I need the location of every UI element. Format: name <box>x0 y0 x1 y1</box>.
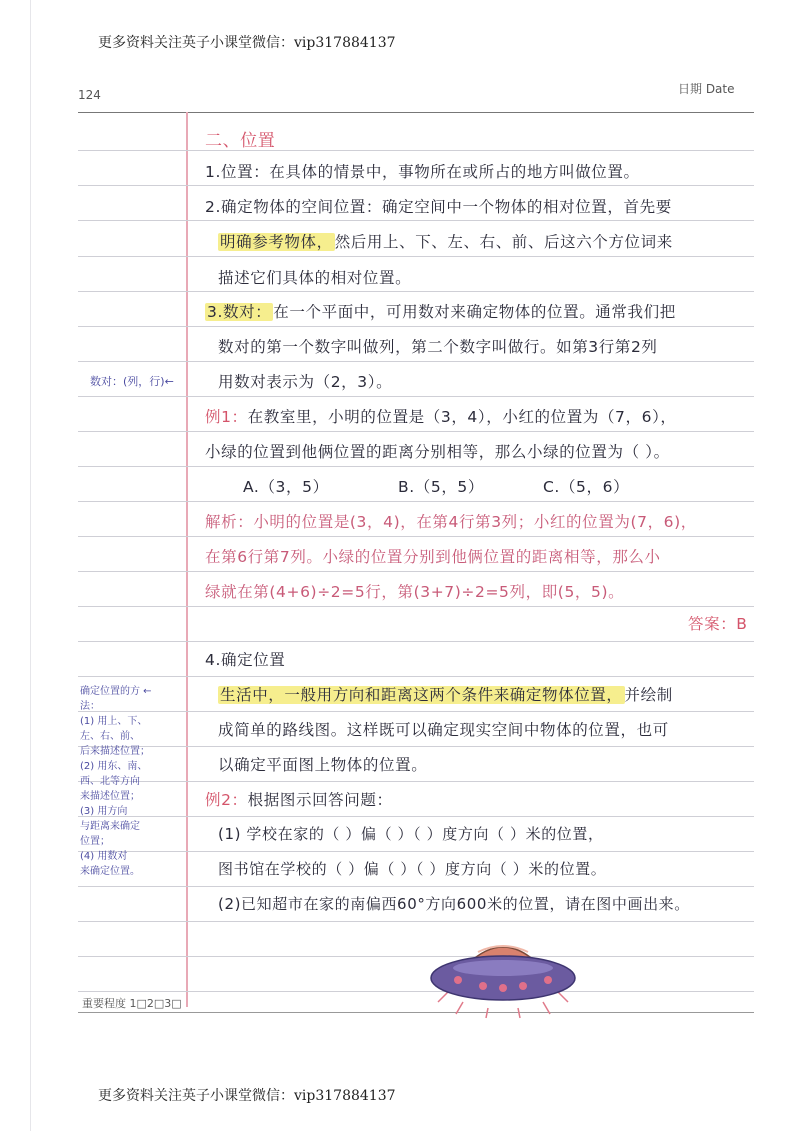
ruled-line <box>78 956 754 957</box>
item4-line1 <box>218 683 673 705</box>
side-note-methods-1: 确定位置的方 ← <box>80 686 152 697</box>
example1-option-a: A.（3，5） <box>243 478 329 496</box>
item2-line3: 描述它们具体的相对位置。 <box>218 269 412 287</box>
importance-rating: 重要程度 1□2□3□ <box>82 997 182 1010</box>
margin-line <box>186 112 188 1007</box>
date-label: 日期 Date <box>678 82 735 96</box>
side-note-methods-12: (4) 用数对 <box>80 851 128 862</box>
side-note-methods-2: 法： <box>80 701 100 712</box>
item2-line2-rest: 然后用上、下、左、右、前、后这六个方位词来 <box>334 233 673 251</box>
ruled-line <box>78 185 754 186</box>
ruled-line <box>78 781 754 782</box>
ruled-line <box>78 256 754 257</box>
example1-option-c: C.（5，6） <box>543 478 630 496</box>
ruled-line <box>78 746 754 747</box>
side-note-methods-6: (2) 用东、南、 <box>80 761 148 772</box>
side-note-pair: 数对：(列，行)← <box>90 375 174 388</box>
item2-line2 <box>218 230 673 252</box>
item4-highlight: 生活中，一般用方向和距离这两个条件来确定物体位置， <box>220 686 623 704</box>
ruled-line <box>78 501 754 502</box>
item3-label: 3.数对： <box>207 303 272 321</box>
example1-label: 例1： <box>205 408 248 426</box>
item3-line2: 数对的第一个数字叫做列，第二个数字叫做行。如第3行第2列 <box>218 338 658 356</box>
watermark-bottom: 更多资料关注英子小课堂微信：vip317884137 <box>98 1088 396 1104</box>
item2-highlight: 明确参考物体， <box>220 233 333 251</box>
side-note-methods-7: 西、北等方向 <box>80 776 140 787</box>
ruled-line <box>78 886 754 887</box>
footer-rule <box>78 1012 754 1013</box>
example2-q1-line2: 图书馆在学校的（ ）偏（ ）（ ）度方向（ ）米的位置。 <box>218 860 607 878</box>
header-rule <box>78 112 754 113</box>
side-note-methods-4: 左、右、前、 <box>80 731 140 742</box>
example2-prompt: 根据图示回答问题： <box>247 791 393 809</box>
analysis-line1 <box>205 510 697 532</box>
side-note-methods-13: 来确定位置。 <box>80 866 140 877</box>
page-number: 124 <box>78 88 101 102</box>
ruled-line <box>78 536 754 537</box>
item3-line1 <box>205 300 676 322</box>
example1-line1 <box>205 405 677 427</box>
item3-line1-rest: 在一个平面中，可用数对来确定物体的位置。通常我们把 <box>273 303 676 321</box>
item4-line1-rest: 并绘制 <box>624 686 673 704</box>
example2-line1 <box>205 788 393 810</box>
ruled-line <box>78 711 754 712</box>
answer-label: 答案：B <box>688 615 748 633</box>
ruled-line <box>78 676 754 677</box>
side-note-methods-3: (1) 用上、下、 <box>80 716 148 727</box>
ruled-line <box>78 991 754 992</box>
side-note-methods-11: 位置； <box>80 836 110 847</box>
item4-title: 4.确定位置 <box>205 651 286 669</box>
ruled-line <box>78 641 754 642</box>
ruled-line <box>78 466 754 467</box>
ruled-line <box>78 361 754 362</box>
example2-q1-line1: (1) 学校在家的（ ）偏（ ）（ ）度方向（ ）米的位置， <box>218 825 604 843</box>
ruled-line <box>78 150 754 151</box>
analysis-line2: 在第6行第7列。小绿的位置分别到他俩位置的距离相等，那么小 <box>205 548 661 566</box>
analysis-label: 解析： <box>205 513 254 531</box>
ruled-line <box>78 396 754 397</box>
side-note-methods-9: (3) 用方向 <box>80 806 128 817</box>
example2-q2: (2)已知超市在家的南偏西60°方向600米的位置，请在图中画出来。 <box>218 895 690 913</box>
ufo-doodle-icon <box>428 930 578 1020</box>
ruled-line <box>78 606 754 607</box>
side-note-methods-5: 后来描述位置； <box>80 746 150 757</box>
ruled-line <box>78 220 754 221</box>
analysis-line3: 绿就在第(4+6)÷2=5行，第(3+7)÷2=5列，即(5，5)。 <box>205 583 625 601</box>
ruled-line <box>78 816 754 817</box>
ruled-line <box>78 291 754 292</box>
side-note-methods-10: 与距离来确定 <box>80 821 140 832</box>
example1-option-b: B.（5，5） <box>398 478 484 496</box>
ruled-line <box>78 851 754 852</box>
example2-label: 例2： <box>205 791 248 809</box>
item2-line1: 2.确定物体的空间位置：确定空间中一个物体的相对位置，首先要 <box>205 198 672 216</box>
example1-line1-rest: 在教室里，小明的位置是（3，4），小红的位置为（7，6）， <box>247 408 677 426</box>
item4-line3: 以确定平面图上物体的位置。 <box>218 756 428 774</box>
ruled-line <box>78 571 754 572</box>
ruled-line <box>78 326 754 327</box>
item3-line3: 用数对表示为（2，3）。 <box>218 373 393 391</box>
item4-line2: 成简单的路线图。这样既可以确定现实空间中物体的位置，也可 <box>218 721 669 739</box>
side-note-methods-8: 来描述位置； <box>80 791 140 802</box>
item1-definition: 1.位置：在具体的情景中，事物所在或所占的地方叫做位置。 <box>205 163 640 181</box>
ruled-line <box>78 921 754 922</box>
section-title: 二、位置 <box>205 131 276 151</box>
ruled-line <box>78 431 754 432</box>
analysis-line1-rest: 小明的位置是(3，4)，在第4行第3列；小红的位置为(7，6)， <box>253 513 697 531</box>
example1-line2: 小绿的位置到他俩位置的距离分别相等，那么小绿的位置为（ ）。 <box>205 443 670 461</box>
watermark-top: 更多资料关注英子小课堂微信：vip317884137 <box>98 35 396 51</box>
